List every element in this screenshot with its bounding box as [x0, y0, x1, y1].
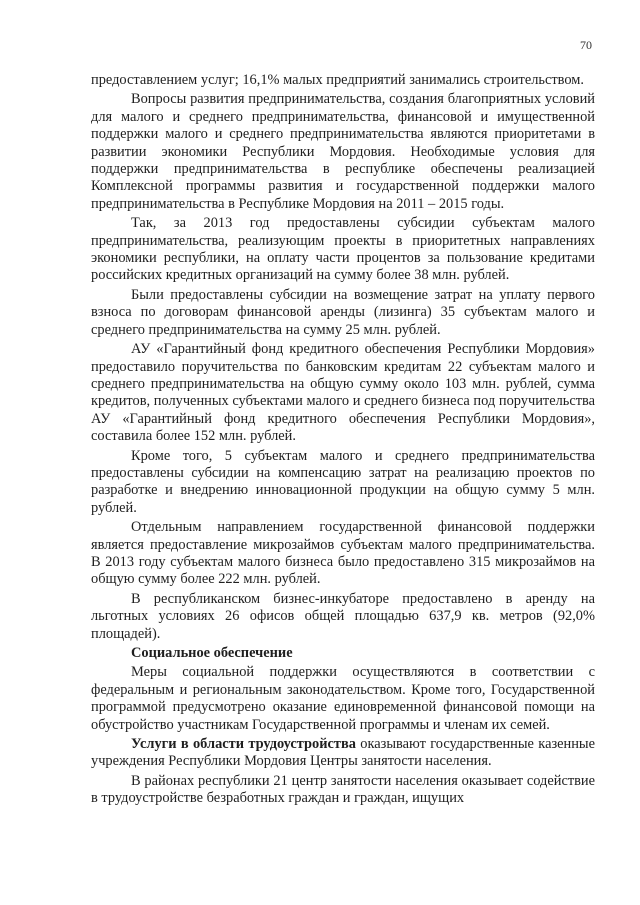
paragraph: Были предоставлены субсидии на возмещение затрат на уплату первого взноса по договорам финансовой аренды (лизинга) 35 субъектам малого и среднего предпринимательства на сумму 25 млн. рублей.: [91, 286, 595, 338]
section-heading: Социальное обеспечение: [131, 645, 293, 661]
paragraph: предоставлением услуг; 16,1% малых предприятий занимались строительством.: [91, 72, 584, 88]
paragraph: АУ «Гарантийный фонд кредитного обеспечения Республики Мордовия» предоставило поручительства по банковским кредитам 22 субъектам малого и среднего предпринимательства на общую сумму около 103 млн. рублей, сумма кредитов, полученных субъектами малого и среднего бизнеса под поручительства АУ «Гарантийный фонд кредитного обеспечения Республики Мордовия», составила более 152 млн. рублей.: [91, 341, 595, 445]
paragraph-lead: Услуги в области трудоустройства: [131, 736, 356, 753]
paragraph: В республиканском бизнес-инкубаторе предоставлено в аренду на льготных условиях 26 офисов общей площадью 637,9 кв. метров (92,0% площадей).: [91, 590, 595, 642]
page-number: 70: [580, 38, 592, 52]
paragraph: Кроме того, 5 субъектам малого и среднего предпринимательства предоставлены субсидии на компенсацию затрат на реализацию проектов по разработке и внедрению инновационной продукции на общую сумму 5 млн. рублей.: [91, 447, 595, 516]
paragraph: Так, за 2013 год предоставлены субсидии субъектам малого предпринимательства, реализующим проекты в приоритетных направлениях экономики республики, на оплату части процентов за пользование кредитами российских кредитных организаций на сумму более 38 млн. рублей.: [91, 215, 595, 284]
body-text: [91, 72, 595, 808]
paragraph: В районах республики 21 центр занятости населения оказывает содействие в трудоустройстве безработных граждан и граждан, ищущих: [91, 772, 595, 807]
paragraph: Отдельным направлением государственной финансовой поддержки является предоставление микрозаймов субъектам малого предпринимательства. В 2013 году субъектам малого бизнеса было предоставлено 315 микрозаймов на общую сумму более 222 млн. рублей.: [91, 519, 595, 588]
paragraph: Меры социальной поддержки осуществляются в соответствии с федеральным и региональным законодательством. Кроме того, Государственной программой предусмотрено оказание единовременной финансовой помощи на обустройство участникам Государственной программы и членам их семей.: [91, 664, 595, 733]
paragraph: Вопросы развития предпринимательства, создания благоприятных условий для малого и среднего предпринимательства, финансовой и имущественной поддержки малого и среднего предпринимательства являются приоритетами в развитии экономики Республики Мордовия. Необходимые условия для поддержки предпринимательства в республике обеспечены реализацией Комплексной программы развития и государственной поддержки малого предпринимательства в Республике Мордовия на 2011 – 2015 годы.: [91, 91, 595, 212]
paragraph: [91, 736, 595, 771]
paragraph-rest: оказывают государственные казенные учреждения Республики Мордовия Центры занятости населения.: [91, 736, 595, 770]
